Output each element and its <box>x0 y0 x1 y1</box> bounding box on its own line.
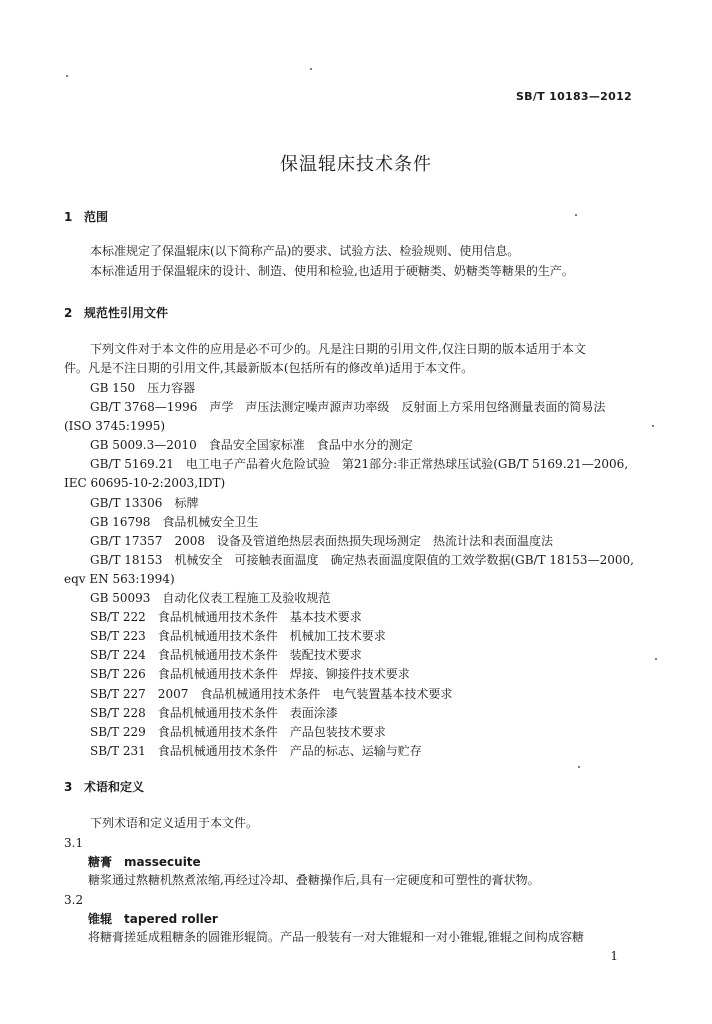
reference-item: GB/T 18153 机械安全 可接触表面温度 确定热表面温度限值的工效学数据(GB/T 18153—2000, <box>90 552 634 567</box>
refs-intro-line-1: 下列文件对于本文件的应用是必不可少的。凡是注日期的引用文件,仅注日期的版本适用于本文 <box>90 342 586 356</box>
term-chinese: 锥辊 <box>88 912 113 926</box>
reference-item: SB/T 231 食品机械通用技术条件 产品的标志、运输与贮存 <box>90 743 422 758</box>
scan-speck <box>578 766 580 768</box>
term-definition: 将糖膏搓延成粗糖条的圆锥形辊筒。产品一般装有一对大锥辊和一对小锥辊,锥辊之间构成容糖 <box>88 930 584 944</box>
reference-item-continued: eqv EN 563:1994) <box>64 571 175 586</box>
term-definition: 糖浆通过熬糖机熬煮浓缩,再经过冷却、叠糖操作后,具有一定硬度和可塑性的膏状物。 <box>88 873 540 887</box>
page-number: 1 <box>610 949 618 963</box>
section-heading-normative-refs <box>64 304 168 321</box>
scope-paragraph-1: 本标准规定了保温辊床(以下简称产品)的要求、试验方法、检验规则、使用信息。 <box>90 244 520 258</box>
reference-item: GB/T 17357 2008 设备及管道绝热层表面热损失现场测定 热流计法和表面温度法 <box>90 533 553 548</box>
section-number: 2 <box>64 306 73 320</box>
scan-speck <box>652 425 654 427</box>
scan-speck <box>655 658 657 660</box>
section-title: 规范性引用文件 <box>84 306 169 320</box>
section-number: 1 <box>64 210 73 224</box>
reference-item: GB/T 3768—1996 声学 声压法测定噪声源声功率级 反射面上方采用包络测量表面的简易法 <box>90 400 606 415</box>
scan-speck <box>310 68 312 70</box>
scan-speck <box>575 214 577 216</box>
reference-item: GB 150 压力容器 <box>90 381 196 395</box>
reference-item: SB/T 223 食品机械通用技术条件 机械加工技术要求 <box>90 629 386 644</box>
refs-intro-line-2: 件。凡是不注日期的引用文件,其最新版本(包括所有的修改单)适用于本文件。 <box>64 361 474 375</box>
term-entry <box>88 853 201 870</box>
term-english: tapered roller <box>124 912 218 926</box>
reference-item: SB/T 226 食品机械通用技术条件 焊接、铆接件技术要求 <box>90 667 410 682</box>
reference-item: GB 50093 自动化仪表工程施工及验收规范 <box>90 591 331 606</box>
reference-item: SB/T 229 食品机械通用技术条件 产品包装技术要求 <box>90 724 386 739</box>
reference-item: SB/T 228 食品机械通用技术条件 表面涂漆 <box>90 705 338 720</box>
term-chinese: 糖膏 <box>88 855 113 869</box>
term-number: 3.2 <box>64 893 84 907</box>
section-number: 3 <box>64 780 73 794</box>
section-title: 术语和定义 <box>84 780 145 794</box>
scan-speck <box>66 75 68 77</box>
reference-item: SB/T 222 食品机械通用技术条件 基本技术要求 <box>90 610 362 625</box>
scope-paragraph-2: 本标准适用于保温辊床的设计、制造、使用和检验,也适用于硬糖类、奶糖类等糖果的生产。 <box>90 264 574 278</box>
reference-item: GB/T 5169.21 电工电子产品着火危险试验 第21部分:非正常热球压试验(GB/T 5169.21—2006, <box>90 457 629 472</box>
reference-item-continued: IEC 60695-10-2:2003,IDT) <box>64 476 226 491</box>
reference-item: GB/T 13306 标牌 <box>90 495 199 510</box>
reference-list <box>64 379 634 761</box>
term-number: 3.1 <box>64 836 84 850</box>
reference-item-continued: (ISO 3745:1995) <box>64 419 166 434</box>
term-english: massecuite <box>124 855 201 869</box>
section-heading-scope <box>64 208 108 225</box>
reference-item: GB 5009.3—2010 食品安全国家标准 食品中水分的测定 <box>90 438 413 453</box>
document-title: 保温辊床技术条件 <box>280 154 432 175</box>
section-title: 范围 <box>84 210 109 224</box>
reference-item: SB/T 224 食品机械通用技术条件 装配技术要求 <box>90 648 362 663</box>
section-heading-terms <box>64 778 144 795</box>
reference-item: GB 16798 食品机械安全卫生 <box>90 514 259 529</box>
term-entry <box>88 910 218 927</box>
terms-intro: 下列术语和定义适用于本文件。 <box>90 816 259 830</box>
standard-code: SB/T 10183—2012 <box>515 90 632 103</box>
reference-item: SB/T 227 2007 食品机械通用技术条件 电气装置基本技术要求 <box>90 686 453 701</box>
